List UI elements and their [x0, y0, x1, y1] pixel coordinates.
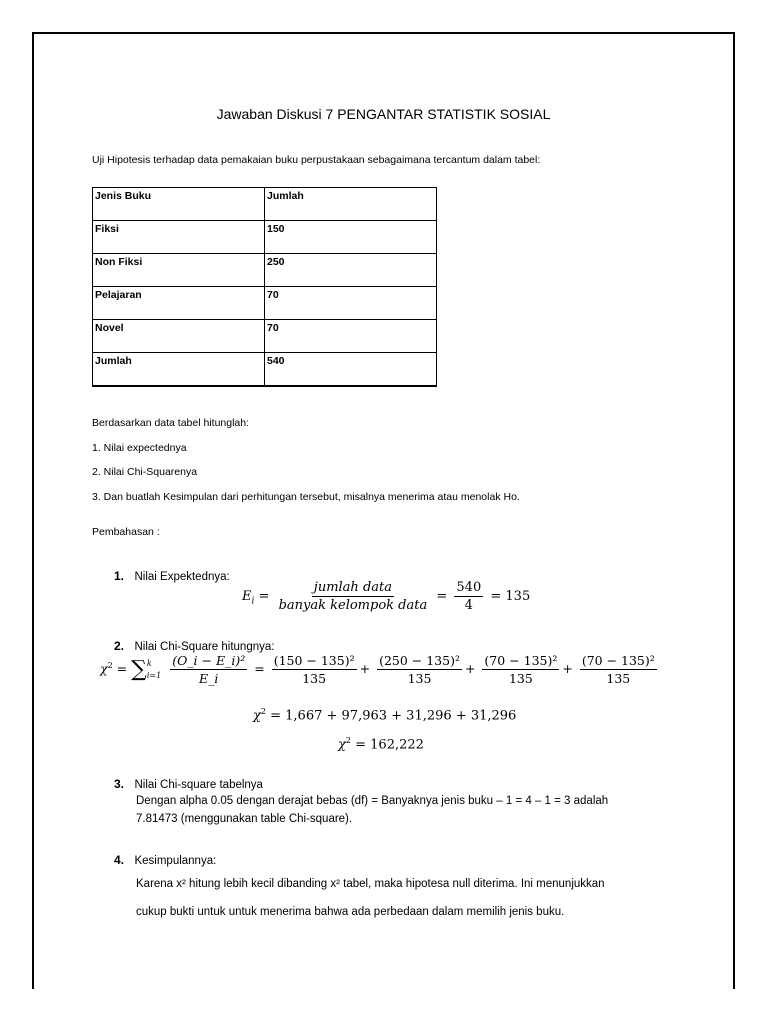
- table-header-cell: Jenis Buku: [93, 188, 265, 221]
- conclusion-line-2: cukup bukti untuk untuk menerima bahwa ada perbedaan dalam memilih jenis buku.: [136, 906, 565, 918]
- table-cell: Novel: [93, 320, 265, 353]
- section-3-line-2: 7.81473 (menggunakan table Chi-square).: [136, 813, 353, 825]
- question-1: 1. Nilai expectednya: [92, 442, 187, 454]
- fraction-numerator: (70 − 135)²: [484, 653, 558, 668]
- table-cell: 150: [265, 221, 437, 254]
- table-cell: 250: [265, 254, 437, 287]
- fraction-numerator: jumlah data: [313, 580, 392, 595]
- table-row: [93, 254, 437, 287]
- table-row: [93, 320, 437, 353]
- table-row: [93, 353, 437, 387]
- fraction-numerator: (150 − 135)²: [273, 653, 355, 668]
- fraction-numerator: (70 − 135)²: [581, 653, 655, 668]
- section-number: 1.: [114, 569, 125, 583]
- chi-square-components: = 1,667 + 97,963 + 31,296 + 31,296: [270, 708, 517, 724]
- section-4-heading: [114, 851, 216, 869]
- chi-square-sum-line: [253, 707, 516, 723]
- chi-symbol: χ: [100, 661, 108, 676]
- section-label: Nilai Expektednya:: [134, 571, 230, 583]
- table-cell: Pelajaran: [93, 287, 265, 320]
- chi-symbol: χ: [253, 708, 261, 724]
- section-3-line-1: Dengan alpha 0.05 dengan derajat bebas (df) = Banyaknya jenis buku – 1 = 4 – 1 = 3 adalah: [136, 795, 609, 807]
- table-cell: 70: [265, 287, 437, 320]
- section-label: Kesimpulannya:: [134, 855, 217, 867]
- formula-symbol: E: [242, 589, 252, 604]
- sum-upper-limit: k: [146, 658, 152, 668]
- fraction-denominator: banyak kelompok data: [278, 598, 428, 613]
- table-row: [93, 287, 437, 320]
- equals-sign: =: [436, 589, 448, 604]
- book-usage-table: [92, 187, 437, 387]
- table-cell: Non Fiksi: [93, 254, 265, 287]
- discussion-heading: Pembahasan :: [92, 526, 160, 538]
- section-number: 2.: [114, 639, 125, 653]
- equals-sign: =: [258, 589, 270, 604]
- section-label: Nilai Chi-square tabelnya: [134, 779, 263, 791]
- question-2: 2. Nilai Chi-Squarenya: [92, 466, 198, 478]
- fraction-numerator: (250 − 135)²: [379, 653, 460, 668]
- section-number: 3.: [114, 777, 125, 791]
- table-cell: 540: [265, 353, 437, 387]
- intro-text: Uji Hipotesis terhadap data pemakaian buku perpustakaan sebagaimana tercantum dalam tabel:: [92, 154, 541, 166]
- table-row: [93, 221, 437, 254]
- formula-result: = 135: [490, 589, 531, 604]
- table-header-row: [93, 188, 437, 221]
- superscript: 2: [107, 660, 113, 670]
- fraction-numerator: 540: [456, 580, 482, 595]
- fraction-denominator: 135: [508, 671, 533, 686]
- question-3: 3. Dan buatlah Kesimpulan dari perhitungan tersebut, misalnya menerima atau menolak Ho.: [92, 491, 520, 503]
- table-header-cell: Jumlah: [265, 188, 437, 221]
- section-3-heading: [114, 775, 263, 793]
- formula-subscript: i: [251, 596, 255, 607]
- document-page: [32, 32, 735, 989]
- sum-symbol: ∑: [131, 657, 147, 682]
- fraction-denominator: 4: [464, 598, 473, 613]
- sum-lower-limit: i=1: [146, 670, 162, 680]
- fraction-denominator: 135: [606, 671, 631, 686]
- expected-formula: [242, 580, 530, 613]
- fraction-denominator: E_i: [199, 671, 219, 686]
- fraction-numerator: (O_i − E_i)²: [172, 653, 246, 668]
- questions-lead: Berdasarkan data tabel hitunglah:: [92, 417, 250, 429]
- chi-square-result-line: [338, 736, 424, 752]
- chi-symbol: χ: [338, 737, 346, 753]
- chi-square-formula: $\chi^2$ = ∑ k i=1 $\frac{\text{(O\_i − E\_i)²}}{E\_i}$ = $\frac{\text{(150 − 135)²}}{135}$ + $\frac{\text{(250 − 135)²}}{135}$ + $\frac{\text{(70 − 135)²}}{135}$ + $\frac{\text{(70 − 135)²}}{135}$: [100, 653, 655, 686]
- table-cell: Fiksi: [93, 221, 265, 254]
- table-cell: 70: [265, 320, 437, 353]
- conclusion-line-1: Karena x² hitung lebih kecil dibanding x² tabel, maka hipotesa null diterima. Ini menunjukkan: [136, 878, 605, 890]
- superscript: 2: [260, 707, 266, 716]
- section-1-heading: [114, 567, 230, 585]
- superscript: 2: [345, 736, 351, 745]
- section-label: Nilai Chi-Square hitungnya:: [134, 641, 275, 653]
- equals-sign: =: [116, 661, 128, 676]
- fraction-denominator: 135: [407, 671, 432, 686]
- page-title: Jawaban Diskusi 7 PENGANTAR STATISTIK SOSIAL: [216, 106, 551, 122]
- equals-sign: =: [254, 661, 265, 676]
- fraction-denominator: 135: [302, 671, 327, 686]
- section-number: 4.: [114, 853, 125, 867]
- table-cell: Jumlah: [93, 353, 265, 387]
- chi-square-result: = 162,222: [355, 737, 424, 753]
